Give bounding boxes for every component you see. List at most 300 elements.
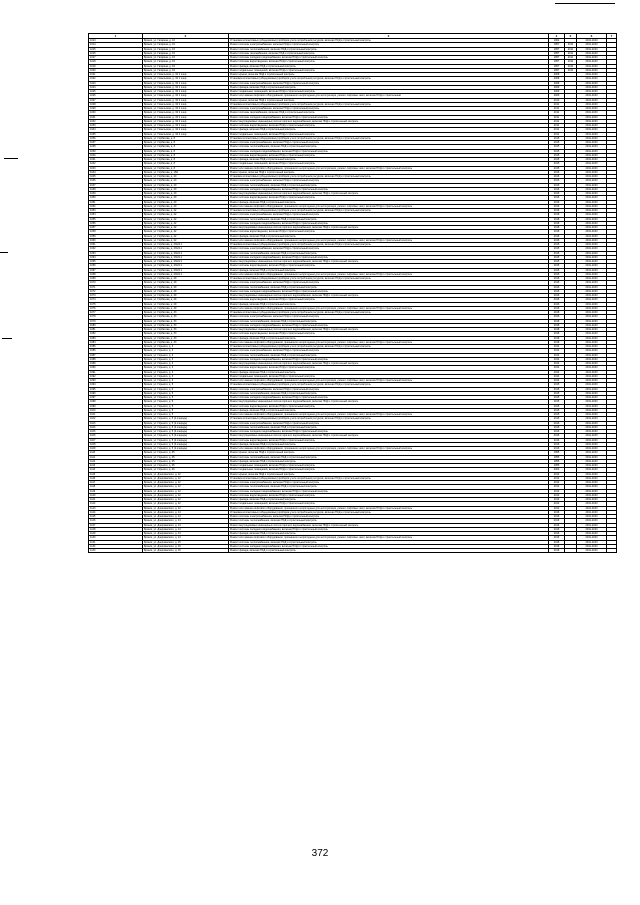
table-cell: Брянск, ул. Горбатова, д. 20: [143, 192, 229, 196]
table-cell: 1066: [89, 264, 143, 268]
table-cell: 2018: [549, 226, 565, 230]
table-cell: 2014: [549, 349, 565, 353]
table-cell: 1043: [89, 166, 143, 170]
table-cell: Брянск, ул. Горбатова, д. 22: [143, 226, 229, 230]
table-cell: Ремонт подвальных помещений, включая ПСД и строительный контроль: [229, 502, 549, 506]
table-cell: 2041-2043: [577, 56, 607, 60]
table-cell: 2041-2043: [577, 468, 607, 472]
table-cell: 2016: [549, 510, 565, 514]
table-cell: 2011: [549, 107, 565, 111]
table-cell: 2041-2043: [577, 476, 607, 480]
table-cell: Ремонт внутридомовых инженерных систем горячего водоснабжения, включая ПСД и строительный контроль: [229, 523, 549, 527]
table-cell: 2016: [549, 289, 565, 293]
table-cell: 2041-2043: [577, 234, 607, 238]
table-cell: 1075: [89, 302, 143, 306]
table-cell: 1117: [89, 481, 143, 485]
table-cell: 1124: [89, 510, 143, 514]
table-cell: Брянск, ул. Горького, д. 25: [143, 464, 229, 468]
table-cell: 2012: [549, 472, 565, 476]
table-cell: Брянск, ул. Горького, д. 5: [143, 400, 229, 404]
table-cell: Ремонт или замена лифтового оборудования, признанного непригодным для эксплуатации, ремонт лифтовых шахт, включая ПСД и строительный контроль: [229, 413, 549, 417]
table-cell: 2041-2043: [577, 145, 607, 149]
table-cell: Ремонт крыши, включая ПСД и строительный контроль: [229, 451, 549, 455]
table-cell: 1073: [89, 294, 143, 298]
table-cell: 1022: [89, 77, 143, 81]
table-cell: 2016: [549, 192, 565, 196]
table-cell: 2012: [549, 502, 565, 506]
margin-mark: [2, 338, 12, 339]
table-cell: Ремонт системы холодного водоснабжения, включая ПСД и строительный контроль: [229, 323, 549, 327]
table-cell: Установка коллективных (общедомовых) приборов учета потребления ресурсов, включая ПСД и строительный контроль: [229, 102, 549, 106]
table-cell: Брянск, ул. Горбатова, д. 23/24.1: [143, 251, 229, 255]
table-cell: Брянск, ул. Горького, д. 40: [143, 468, 229, 472]
table-cell: Ремонт системы электроснабжения, включая ПСД и строительный контроль: [229, 281, 549, 285]
table-cell: Ремонт системы теплоснабжения, включая ПСД и строительный контроль: [229, 519, 549, 523]
top-rule: [555, 3, 615, 4]
table-cell: 2016: [549, 527, 565, 531]
table-cell: 2015: [549, 272, 565, 276]
table-cell: Брянск, ул. Дзержинского, д. 14: [143, 536, 229, 540]
table-cell: 2041-2043: [577, 391, 607, 395]
table-cell: 2016: [549, 187, 565, 191]
table-cell: Ремонт системы водоотведения, включая ПСД и строительный контроль: [229, 332, 549, 336]
table-cell: 1046: [89, 179, 143, 183]
table-cell: 1064: [89, 255, 143, 259]
table-cell: Ремонт системы водоотведения, включая ПСД и строительный контроль: [229, 438, 549, 442]
table-cell: 2015: [549, 251, 565, 255]
table-cell: 2011: [549, 128, 565, 132]
table-cell: 2008: [549, 77, 565, 81]
table-cell: 1065: [89, 260, 143, 264]
table-cell: Брянск, ул. Горбатова, д. 22: [143, 230, 229, 234]
table-cell: Ремонт системы водоотведения, включая ПСД и строительный контроль: [229, 153, 549, 157]
table-cell: Брянск, ул. Горбатова, д. 29: [143, 306, 229, 310]
table-cell: 1047: [89, 183, 143, 187]
table-cell: Ремонт фасада, включая ПСД и строительный контроль: [229, 459, 549, 463]
column-header: 6: [577, 34, 607, 39]
table-cell: Ремонт или замена лифтового оборудования, признанного непригодным для эксплуатации, ремонт лифтовых шахт, включая ПСД и строительный контроль: [229, 536, 549, 540]
table-cell: 1091: [89, 370, 143, 374]
table-cell: 2016: [549, 302, 565, 306]
table-cell: Брянск, ул. Гагарина, д. 16: [143, 43, 229, 47]
table-cell: 1020: [89, 68, 143, 72]
table-cell: 1052: [89, 204, 143, 208]
table-cell: Установка коллективных (общедомовых) приборов учета потребления ресурсов, включая ПСД и строительный контроль: [229, 77, 549, 81]
page-number: 372: [311, 848, 329, 859]
table-cell: Брянск, ул. Гомельская, д. 34 2 очер.: [143, 111, 229, 115]
table-cell: Ремонт фасада, включая ПСД и строительный контроль: [229, 85, 549, 89]
table-cell: 1082: [89, 332, 143, 336]
table-cell: 2041-2043: [577, 107, 607, 111]
table-cell: 2041-2043: [577, 94, 607, 98]
table-cell: 2041-2043: [577, 510, 607, 514]
table-cell: 1957: [549, 47, 565, 51]
table-cell: 2014: [549, 366, 565, 370]
table-cell: 2041-2043: [577, 540, 607, 544]
table-cell: Брянск, ул. Горького, д. 25: [143, 451, 229, 455]
table-cell: 2041-2043: [577, 43, 607, 47]
table-cell: 2041-2043: [577, 328, 607, 332]
table-cell: Брянск, ул. Горбатова, д. 33: [143, 311, 229, 315]
table-cell: 1032: [89, 119, 143, 123]
table-cell: Ремонт системы теплоснабжения, включая ПСД и строительный контроль: [229, 540, 549, 544]
table-cell: 2016: [549, 434, 565, 438]
table-cell: Ремонт системы теплоснабжения, включая ПСД и строительный контроль: [229, 285, 549, 289]
table-cell: 2016: [549, 306, 565, 310]
table-cell: 2018: [549, 544, 565, 548]
table-cell: Ремонт подвальных помещений, включая ПСД и строительный контроль: [229, 68, 549, 72]
table-cell: 2041-2043: [577, 336, 607, 340]
table-cell: Брянск, ул. Горького, д. 3: [143, 362, 229, 366]
table-cell: Брянск, ул. Дзержинского, д. 14: [143, 515, 229, 519]
table-cell: 1957: [549, 51, 565, 55]
table-cell: Брянск, ул. Горбатова, д. 33: [143, 336, 229, 340]
table-cell: 2015: [549, 391, 565, 395]
table-cell: 2041-2043: [577, 438, 607, 442]
document-sheet: [88, 33, 616, 553]
table-cell: 2041-2043: [577, 285, 607, 289]
table-cell: Брянск, ул. Гомельская, д. 34 1 очер.: [143, 73, 229, 77]
table-cell: Брянск, ул. Горького, д. 3: [143, 379, 229, 383]
table-cell: 1080: [89, 323, 143, 327]
table-cell: 2016: [549, 425, 565, 429]
table-cell: 2018: [549, 238, 565, 242]
table-cell: 2015: [549, 413, 565, 417]
column-header: 4: [549, 34, 565, 39]
table-cell: [607, 549, 617, 553]
table-cell: 1957: [549, 60, 565, 64]
table-cell: 2015: [549, 255, 565, 259]
table-cell: 1115: [89, 472, 143, 476]
table-cell: 2041-2043: [577, 119, 607, 123]
table-cell: 2041-2043: [577, 221, 607, 225]
table-cell: 1067: [89, 268, 143, 272]
table-cell: 2015: [549, 264, 565, 268]
table-cell: Брянск, ул. Гагарина, д. 16: [143, 47, 229, 51]
table-cell: 2041-2043: [577, 506, 607, 510]
table-cell: Ремонт системы водоотведения, включая ПСД и строительный контроль: [229, 493, 549, 497]
table-cell: Брянск, ул. Горбатова, д. 22: [143, 234, 229, 238]
table-cell: 1063: [89, 251, 143, 255]
table-cell: 2041-2043: [577, 166, 607, 170]
table-cell: Брянск, ул. Дзержинского, д. 12: [143, 498, 229, 502]
table-cell: Брянск, ул. Горбатова, д. 29: [143, 289, 229, 293]
table-cell: 1056: [89, 221, 143, 225]
table-cell: 1034: [89, 128, 143, 132]
table-cell: Ремонт фасада, включая ПСД и строительный контроль: [229, 64, 549, 68]
table-cell: 1098: [89, 400, 143, 404]
table-cell: Брянск, ул. Горького, д. 3: [143, 349, 229, 353]
table-cell: Ремонт фасада, включая ПСД и строительный контроль: [229, 336, 549, 340]
table-cell: Установка коллективных (общедомовых) приборов учета потребления ресурсов, включая ПСД и строительный контроль: [229, 510, 549, 514]
table-cell: Брянск, ул. Гомельская, д. 34 2 очер.: [143, 119, 229, 123]
table-cell: 2041-2043: [577, 519, 607, 523]
table-cell: 2016: [549, 298, 565, 302]
table-cell: 2016: [549, 285, 565, 289]
table-cell: 2041-2043: [577, 213, 607, 217]
table-cell: Брянск, ул. Гагарина, д. 16: [143, 39, 229, 43]
table-cell: Ремонт фасада, включая ПСД и строительный контроль: [229, 370, 549, 374]
table-cell: 2041-2043: [577, 485, 607, 489]
table-cell: Ремонт фасада, включая ПСД и строительный контроль: [229, 234, 549, 238]
table-cell: 1955: [549, 459, 565, 463]
table-cell: Брянск, ул. Горбатова, д. 29: [143, 294, 229, 298]
table-cell: Брянск, ул. Горбатова, д. 33: [143, 328, 229, 332]
table-cell: 2041-2043: [577, 73, 607, 77]
table-cell: Брянск, ул. Горбатова, д. 29: [143, 302, 229, 306]
table-cell: Ремонт фасада, включая ПСД и строительный контроль: [229, 128, 549, 132]
table-cell: 2009: [549, 85, 565, 89]
table-cell: 2041-2043: [577, 421, 607, 425]
table-cell: 2016: [549, 179, 565, 183]
table-cell: 2041-2043: [577, 251, 607, 255]
table-cell: 1017: [89, 56, 143, 60]
table-cell: Брянск, ул. Гомельская, д. 34 1 очер.: [143, 85, 229, 89]
table-cell: 2015: [549, 166, 565, 170]
table-cell: 1128: [89, 527, 143, 531]
table-cell: 1074: [89, 298, 143, 302]
table-cell: Брянск, ул. Гомельская, д. 34 1 очер.: [143, 90, 229, 94]
table-cell: 1957: [549, 43, 565, 47]
table-cell: Ремонт или замена лифтового оборудования, признанного непригодным для эксплуатации, ремонт лифтовых шахт, включая ПСД и строительный контроль: [229, 340, 549, 344]
table-cell: Брянск, ул. Горбатова, д. 33: [143, 315, 229, 319]
table-cell: Установка коллективных (общедомовых) приборов учета потребления ресурсов, включая ПСД и строительный контроль: [229, 417, 549, 421]
table-cell: 2041-2043: [577, 315, 607, 319]
table-cell: 1038: [89, 145, 143, 149]
table-cell: Ремонт крыши, включая ПСД и строительный контроль: [229, 98, 549, 102]
table-cell: Брянск, ул. Дзержинского, д. 12: [143, 481, 229, 485]
table-cell: 2010: [549, 98, 565, 102]
table-cell: Брянск, ул. Дзержинского, д. 12: [143, 506, 229, 510]
table-cell: 1085: [89, 345, 143, 349]
table-cell: 1121: [89, 498, 143, 502]
table-cell: Брянск, ул. Горького, д. 5 (2 очередь): [143, 417, 229, 421]
table-cell: 1957: [549, 64, 565, 68]
table-cell: Брянск, ул. Горького, д. 5: [143, 413, 229, 417]
table-cell: 2041-2043: [577, 268, 607, 272]
table-cell: 2018: [549, 323, 565, 327]
table-cell: Брянск, ул. Гомельская, д. 34 1 очер.: [143, 77, 229, 81]
table-cell: 2015: [549, 145, 565, 149]
table-cell: 2015: [549, 260, 565, 264]
margin-mark: [4, 158, 18, 159]
table-cell: 2018: [549, 540, 565, 544]
table-cell: 2041-2043: [577, 353, 607, 357]
table-cell: Брянск, ул. Дзержинского, д. 12: [143, 489, 229, 493]
table-cell: Ремонт системы электроснабжения, включая ПСД и строительный контроль: [229, 107, 549, 111]
table-cell: 2041-2043: [577, 204, 607, 208]
table-cell: 2018: [549, 319, 565, 323]
table-cell: 1058: [89, 230, 143, 234]
table-cell: 2014: [549, 357, 565, 361]
table-cell: 2041-2043: [577, 306, 607, 310]
table-cell: 2041-2043: [577, 332, 607, 336]
table-cell: 2041-2043: [577, 404, 607, 408]
table-cell: 2015: [549, 162, 565, 166]
table-cell: Брянск, ул. Дзержинского, д. 14: [143, 519, 229, 523]
table-cell: Ремонт системы электроснабжения, включая ПСД и строительный контроль: [229, 213, 549, 217]
table-cell: 2041-2043: [577, 247, 607, 251]
table-cell: 2015: [549, 404, 565, 408]
table-cell: 1084: [89, 340, 143, 344]
table-cell: Ремонт системы водоотведения, включая ПСД и строительный контроль: [229, 366, 549, 370]
table-cell: Брянск, ул. Горького, д. 3: [143, 353, 229, 357]
table-cell: 2041-2043: [577, 90, 607, 94]
table-cell: 2016: [549, 536, 565, 540]
table-cell: 1957: [549, 56, 565, 60]
table-cell: Ремонт системы теплоснабжения, включая ПСД и строительный контроль: [229, 251, 549, 255]
table-cell: Ремонт системы теплоснабжения, включая ПСД и строительный контроль: [229, 145, 549, 149]
table-cell: 1114: [89, 468, 143, 472]
table-cell: Брянск, ул. Горбатова, д. 22: [143, 238, 229, 242]
table-cell: 1131: [89, 540, 143, 544]
table-cell: 1061: [89, 243, 143, 247]
margin-mark: [0, 252, 8, 253]
table-cell: 2041-2043: [577, 175, 607, 179]
table-cell: Брянск, ул. Горбатова, д. 23/24.1: [143, 243, 229, 247]
table-cell: 2016: [549, 183, 565, 187]
table-cell: 2041-2043: [577, 183, 607, 187]
table-cell: Установка коллективных (общедомовых) приборов учета потребления ресурсов, включая ПСД и строительный контроль: [229, 136, 549, 140]
table-cell: 2041-2043: [577, 400, 607, 404]
table-cell: 2041-2043: [577, 502, 607, 506]
table-cell: 2041-2043: [577, 230, 607, 234]
table-cell: Брянск, ул. Горького, д. 5 (2 очередь): [143, 430, 229, 434]
table-cell: 2041-2043: [577, 238, 607, 242]
table-cell: 2041-2043: [577, 81, 607, 85]
table-cell: 1955: [549, 464, 565, 468]
table-cell: 1071: [89, 285, 143, 289]
table-cell: Брянск, ул. Гомельская, д. 34 2 очер.: [143, 124, 229, 128]
table-cell: 2041-2043: [577, 39, 607, 43]
table-cell: 2012: [549, 489, 565, 493]
table-cell: 2041-2043: [577, 162, 607, 166]
table-cell: 2041-2043: [577, 442, 607, 446]
table-cell: 2041-2043: [577, 102, 607, 106]
table-cell: 1013: [89, 39, 143, 43]
table-cell: Ремонт крыши, включая ПСД и строительный контроль: [229, 73, 549, 77]
table-cell: 2011: [549, 119, 565, 123]
table-cell: Ремонт подвальных помещений, включая ПСД и строительный контроль: [229, 162, 549, 166]
table-cell: 1041: [89, 158, 143, 162]
table-cell: Брянск, ул. Горбатова, д. 20: [143, 175, 229, 179]
table-cell: 2018: [549, 336, 565, 340]
table-cell: 1049: [89, 192, 143, 196]
table-cell: Брянск, ул. Горбатова, д. 20: [143, 183, 229, 187]
table-cell: 2041-2043: [577, 357, 607, 361]
table-cell: Ремонт системы газоснабжения, включая ПСД и строительный контроль: [229, 111, 549, 115]
table-cell: 2016: [549, 438, 565, 442]
table-cell: 2016: [549, 447, 565, 451]
table-cell: 2041-2043: [577, 379, 607, 383]
table-cell: 1133: [89, 549, 143, 553]
table-cell: 2018: [549, 332, 565, 336]
table-cell: Брянск, ул. Горбатова, д. 22: [143, 221, 229, 225]
table-cell: 2041-2043: [577, 383, 607, 387]
table-cell: 2041-2043: [577, 323, 607, 327]
table-cell: 2041-2043: [577, 264, 607, 268]
table-cell: Ремонт системы водоотведения, включая ПСД и строительный контроль: [229, 298, 549, 302]
table-cell: Брянск, ул. Горбатова, д. 29: [143, 285, 229, 289]
table-cell: Брянск, ул. Дзержинского, д. 16: [143, 549, 229, 553]
table-cell: Брянск, ул. Горького, д. 5 (2 очередь): [143, 434, 229, 438]
table-cell: 1030: [89, 111, 143, 115]
table-cell: Ремонт фасада, включая ПСД и строительный контроль: [229, 442, 549, 446]
table-cell: 2011: [565, 43, 577, 47]
table-cell: 2041-2043: [577, 481, 607, 485]
table-cell: 2041-2043: [577, 192, 607, 196]
table-cell: Брянск, ул. Гагарина, д. 16: [143, 64, 229, 68]
table-cell: 2016: [549, 430, 565, 434]
table-cell: Брянск, ул. Гагарина, д. 16: [143, 68, 229, 72]
table-cell: Брянск, ул. Горбатова, д. 20: [143, 204, 229, 208]
table-cell: 2008: [549, 81, 565, 85]
table-cell: 2016: [549, 170, 565, 174]
table-cell: Ремонт системы теплоснабжения, включая ПСД и строительный контроль: [229, 353, 549, 357]
table-cell: Ремонт фасада, включая ПСД и строительный контроль: [229, 302, 549, 306]
column-header: 1: [89, 34, 143, 39]
table-cell: 2041-2043: [577, 158, 607, 162]
table-cell: Ремонт системы электроснабжения, включая ПСД и строительный контроль: [229, 141, 549, 145]
table-cell: Ремонт системы холодного водоснабжения, включая ПСД и строительный контроль: [229, 255, 549, 259]
table-cell: 1129: [89, 532, 143, 536]
table-cell: 2018: [549, 549, 565, 553]
table-cell: Брянск, ул. Горбатова, д. 20: [143, 179, 229, 183]
table-cell: 2016: [549, 523, 565, 527]
table-cell: 1109: [89, 447, 143, 451]
table-cell: 1083: [89, 336, 143, 340]
table-cell: 2041-2043: [577, 455, 607, 459]
table-cell: 2016: [549, 277, 565, 281]
table-cell: 2018: [549, 221, 565, 225]
table-cell: Брянск, ул. Гомельская, д. 34 1 очер.: [143, 81, 229, 85]
table-cell: 2041-2043: [577, 217, 607, 221]
table-cell: Ремонт системы электроснабжения, включая ПСД и строительный контроль: [229, 247, 549, 251]
table-cell: Брянск, ул. Дзержинского, д. 12: [143, 493, 229, 497]
table-cell: Ремонт фасада, включая ПСД и строительный контроль: [229, 549, 549, 553]
table-cell: Брянск, ул. Дзержинского, д. 14: [143, 527, 229, 531]
table-cell: 2015: [549, 243, 565, 247]
table-cell: Ремонт системы электроснабжения, включая ПСД и строительный контроль: [229, 315, 549, 319]
table-cell: Брянск, ул. Горбатова, д. 8: [143, 153, 229, 157]
table-cell: Ремонт системы теплоснабжения, включая ПСД и строительный контроль: [229, 183, 549, 187]
table-cell: Брянск, ул. Горького, д. 3: [143, 357, 229, 361]
table-cell: Брянск, ул. Гомельская, д. 34 2 очер.: [143, 128, 229, 132]
table-cell: Брянск, ул. Горбатова, д. 22: [143, 217, 229, 221]
table-cell: 2018: [549, 234, 565, 238]
table-cell: Брянск, ул. Горбатова, д. 8: [143, 136, 229, 140]
table-cell: 1015: [89, 47, 143, 51]
table-cell: Ремонт подвальных помещений, включая ПСД и строительный контроль: [229, 374, 549, 378]
table-cell: 2016: [549, 281, 565, 285]
column-header: 5: [565, 34, 577, 39]
table-cell: Установка коллективных (общедомовых) приборов учета потребления ресурсов, включая ПСД и строительный контроль: [229, 39, 549, 43]
table-cell: Брянск, ул. Горького, д. 25: [143, 459, 229, 463]
table-cell: 2015: [549, 141, 565, 145]
table-cell: 2015: [549, 268, 565, 272]
table-cell: 2011: [565, 68, 577, 72]
table-cell: Ремонт или замена лифтового оборудования, признанного непригодным для эксплуатации, ремонт лифтовых шахт, включая ПСД и строительный контроль: [229, 306, 549, 310]
table-cell: Брянск, ул. Горбатова, д. 8: [143, 166, 229, 170]
table-cell: Брянск, ул. Гомельская, д. 34 1 очер.: [143, 94, 229, 98]
table-cell: 1042: [89, 162, 143, 166]
table-cell: Ремонт внутридомовых инженерных систем горячего водоснабжения, включая ПСД и строительный контроль: [229, 434, 549, 438]
column-header: 3: [229, 34, 549, 39]
table-cell: 2041-2043: [577, 515, 607, 519]
table-cell: 2041-2043: [577, 544, 607, 548]
table-cell: 1037: [89, 141, 143, 145]
table-cell: Брянск, ул. Горбатова, д. 33: [143, 332, 229, 336]
